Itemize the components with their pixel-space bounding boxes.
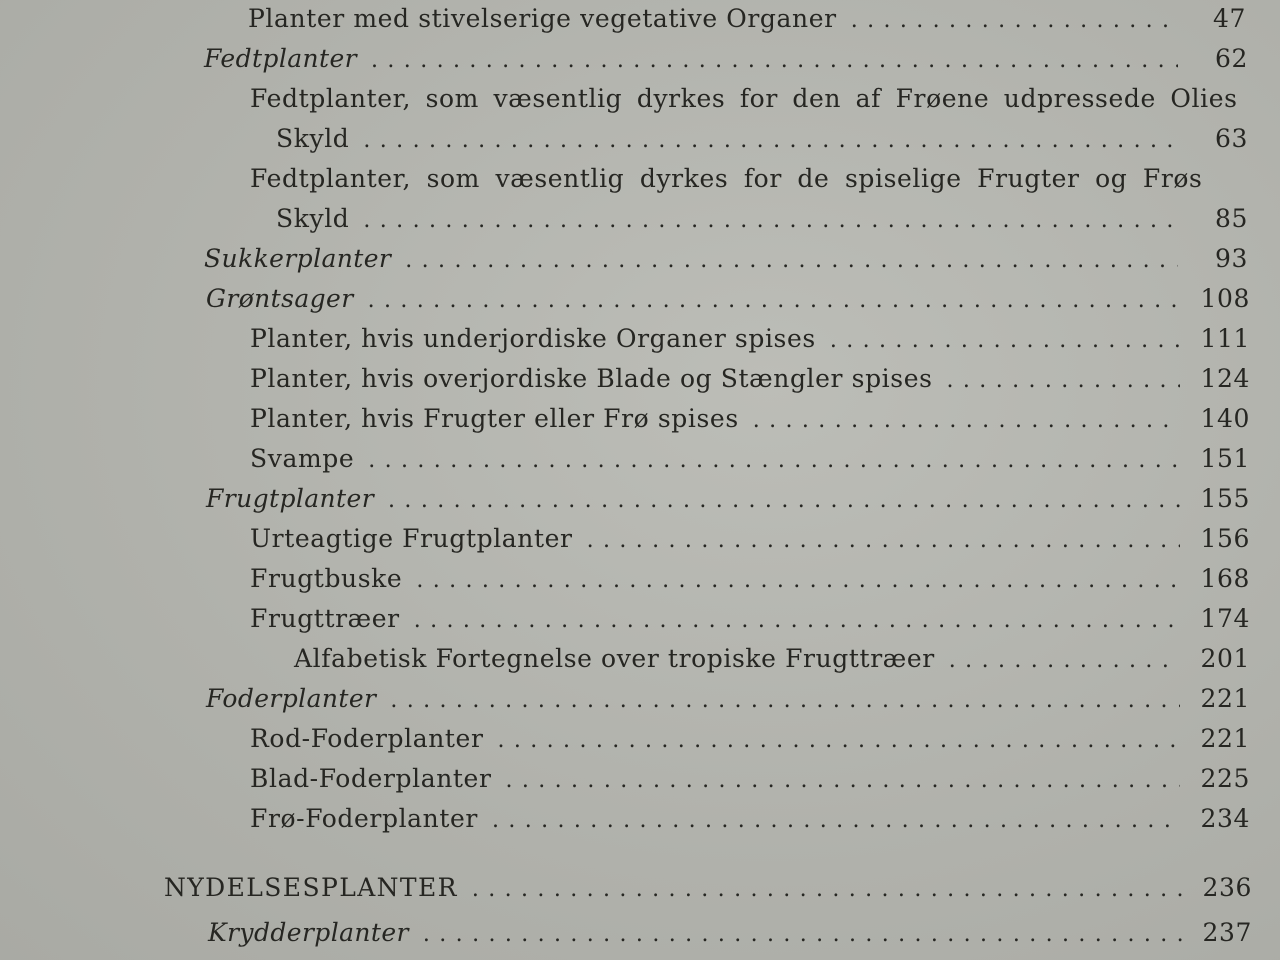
dot-leader [416, 568, 1180, 593]
dot-leader [830, 328, 1180, 353]
toc-entry [250, 364, 1250, 400]
toc-entry-title: Foderplanter [206, 684, 377, 713]
dot-leader [363, 128, 1178, 153]
toc-entry-page: 155 [1200, 484, 1250, 513]
toc-entry-first-line [250, 84, 1238, 120]
dot-leader [371, 48, 1178, 73]
toc-entry-page: 124 [1200, 364, 1250, 393]
toc-entry-title: Fedtplanter, som væsentlig dyrkes for de spiselige Frugter og Frøs [250, 164, 1203, 193]
toc-entry [204, 244, 1248, 280]
toc-entry-page: 174 [1200, 604, 1250, 633]
toc-entry-title: Fedtplanter, som væsentlig dyrkes for den af Frøene udpressede Olies [250, 84, 1238, 113]
toc-entry [250, 524, 1250, 560]
toc-entry-page: 47 [1212, 4, 1246, 33]
dot-leader [506, 768, 1181, 793]
toc-entry-page: 237 [1202, 918, 1252, 947]
toc-entry-page: 201 [1200, 644, 1250, 673]
toc-entry-page: 225 [1200, 764, 1250, 793]
dot-leader [423, 922, 1182, 947]
toc-entry [206, 284, 1250, 320]
toc-entry-page: 168 [1200, 564, 1250, 593]
toc-entry-page: 156 [1200, 524, 1250, 553]
toc-entry-title: Fedtplanter [204, 44, 358, 73]
toc-entry-page: 63 [1214, 124, 1248, 153]
toc-entry-title: Rod-Foderplanter [250, 724, 484, 753]
dot-leader [472, 877, 1182, 902]
toc-entry-title: Planter, hvis overjordiske Blade og Stængler spises [250, 364, 933, 393]
toc-entry-page: 234 [1200, 804, 1250, 833]
dot-leader [947, 368, 1180, 393]
toc-entry [294, 644, 1250, 680]
dot-leader [851, 8, 1176, 33]
toc-entry [276, 124, 1248, 160]
toc-entry-title: Krydderplanter [208, 918, 409, 947]
toc-entry [204, 44, 1248, 80]
toc-entry [208, 918, 1252, 954]
toc-entry [276, 204, 1248, 240]
toc-entry-title: Blad-Foderplanter [250, 764, 492, 793]
toc-entry-title: Skyld [276, 124, 350, 153]
dot-leader [498, 728, 1180, 753]
toc-entry-title: Frugtbuske [250, 564, 403, 593]
toc-entry-title: Planter med stivelserige vegetative Organer [248, 4, 837, 33]
toc-entry [250, 404, 1250, 440]
toc-entry-first-line [250, 164, 1203, 200]
toc-entry-page: 221 [1200, 684, 1250, 713]
toc-entry-page: 221 [1200, 724, 1250, 753]
dot-leader [363, 208, 1178, 233]
toc-entry-title: Frugtplanter [206, 484, 375, 513]
toc-entry-page: 140 [1200, 404, 1250, 433]
dot-leader [753, 408, 1180, 433]
toc-entry-page: 85 [1214, 204, 1248, 233]
toc-entry-title: Frugttræer [250, 604, 400, 633]
toc-entry [206, 684, 1250, 720]
toc-entry-title: Frø-Foderplanter [250, 804, 478, 833]
toc-entry-page: 151 [1200, 444, 1250, 473]
toc-entry [164, 873, 1252, 909]
toc-entry-page: 93 [1214, 244, 1248, 273]
toc-entry [250, 444, 1250, 480]
toc-entry [250, 324, 1250, 360]
toc-entry-page: 111 [1200, 324, 1250, 353]
toc-entry-title: Alfabetisk Fortegnelse over tropiske Frugttræer [294, 644, 935, 673]
dot-leader [405, 248, 1178, 273]
toc-entry [250, 804, 1250, 840]
toc-entry [250, 724, 1250, 760]
toc-entry [206, 484, 1250, 520]
toc-entry [250, 764, 1250, 800]
dot-leader [949, 648, 1180, 673]
toc-entry-title: Planter, hvis underjordiske Organer spises [250, 324, 816, 353]
toc-entry [250, 604, 1250, 640]
dot-leader [414, 608, 1180, 633]
toc-entry-page: 62 [1214, 44, 1248, 73]
toc-entry [250, 564, 1250, 600]
toc-entry-title: Urteagtige Frugtplanter [250, 524, 573, 553]
toc-entry-title: Skyld [276, 204, 350, 233]
toc-entry-title: Planter, hvis Frugter eller Frø spises [250, 404, 739, 433]
toc-entry-title: Svampe [250, 444, 355, 473]
dot-leader [587, 528, 1180, 553]
toc-entry [248, 4, 1246, 40]
dot-leader [388, 488, 1180, 513]
toc-section-title: NYDELSESPLANTER [164, 873, 458, 902]
dot-leader [368, 288, 1180, 313]
dot-leader [368, 448, 1180, 473]
toc-entry-title: Grøntsager [206, 284, 354, 313]
toc-entry-title: Sukkerplanter [204, 244, 392, 273]
dot-leader [390, 688, 1180, 713]
toc-entry-page: 108 [1200, 284, 1250, 313]
toc-entry-page: 236 [1202, 873, 1252, 902]
dot-leader [492, 808, 1180, 833]
